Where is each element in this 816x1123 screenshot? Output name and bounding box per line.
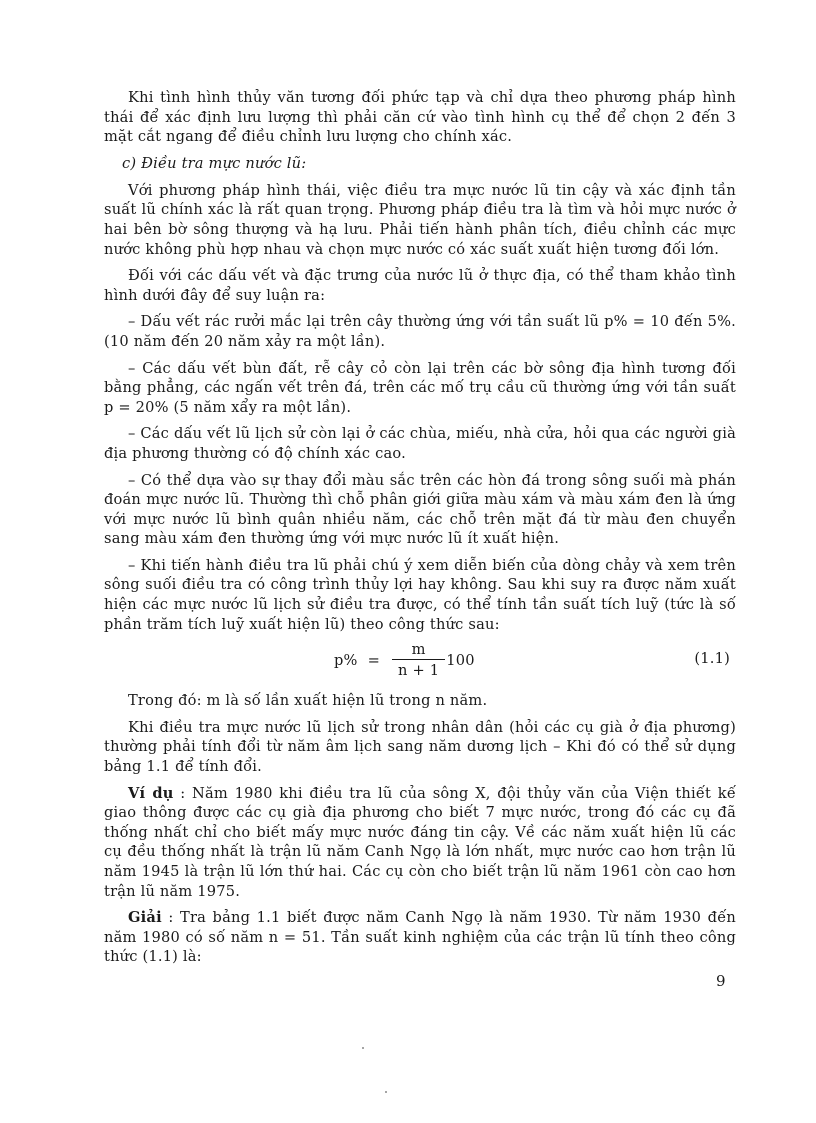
example-paragraph <box>104 784 736 902</box>
bullet-5: – Khi tiến hành điều tra lũ phải chú ý xem diễn biến của dòng chảy và xem trên sông suối điều tra có công trình thủy lợi hay không. Sau khi suy ra được năm xuất hiện các mực nước lũ lịch sử điều tra được, có thể tính tần suất tích luỹ (tức là số phần trăm tích luỹ xuất hiện lũ) theo công thức sau: <box>104 556 736 633</box>
paragraph-4: Khi điều tra mực nước lũ lịch sử trong nhân dân (hỏi các cụ già ở địa phương) thường phải tính đổi từ năm âm lịch sang năm dương lịch – Khi đó có thể sử dụng bảng 1.1 để tính đổi. <box>104 718 736 776</box>
paragraph-3: Đối với các dấu vết và đặc trưng của nước lũ ở thực địa, có thể tham khảo tình hình dưới đây để suy luận ra: <box>104 267 736 304</box>
bullet-3: – Các dấu vết lũ lịch sử còn lại ở các chùa, miếu, nhà cửa, hỏi qua các người già địa phương thường có độ chính xác cao. <box>104 425 736 462</box>
scan-speck <box>362 1047 364 1049</box>
formula-denominator: n + 1 <box>392 659 445 679</box>
body-text <box>104 88 736 974</box>
paragraph-1: Khi tình hình thủy văn tương đối phức tạp và chỉ dựa theo phương pháp hình thái để xác định lưu lượng thì phải căn cứ vào tình hình cụ thể để chọn 2 đến 3 mặt cắt ngang để điều chỉnh lưu lượng cho chính xác. <box>104 89 736 146</box>
bullet-2: – Các dấu vết bùn đất, rễ cây cỏ còn lại trên các bờ sông địa hình tương đối bằng phẳng, các ngấn vết trên đá, trên các mố trụ cầu cũ thường ứng với tần suất p = 20% (5 năm xẩy ra một lần). <box>104 359 736 416</box>
formula-multiplier: 100 <box>446 651 475 669</box>
formula-numerator: m <box>411 641 426 659</box>
trong-do-line: Trong đó: m là số lần xuất hiện lũ trong n năm. <box>128 692 488 710</box>
section-heading-c: c) Điều tra mực nước lũ: <box>122 154 307 172</box>
bullet-1: – Dấu vết rác rưởi mắc lại trên cây thường ứng với tần suất lũ p% = 10 đến 5%. (10 năm đến 20 năm xảy ra một lần). <box>104 313 736 350</box>
solution-text: : Tra bảng 1.1 biết được năm Canh Ngọ là năm 1930. Từ năm 1930 đến năm 1980 có số năm n = 51. Tần suất kinh nghiệm của các trận lũ tính theo công thức (1.1) là: <box>104 909 736 966</box>
solution-paragraph <box>104 908 736 967</box>
formula-lhs: p% <box>334 651 358 669</box>
example-text: : Năm 1980 khi điều tra lũ của sông X, đội thủy văn của Viện thiết kế giao thông được các cụ già địa phương cho biết 7 mực nước, trong đó các cụ đã thống nhất chỉ cho biết mấy mực nước đáng tin cậy. Về các năm xuất hiện lũ các cụ đều thống nhất là trận lũ năm Canh Ngọ là lớn nhất, mực nước cao hơn trận lũ năm 1945 là trận lũ lớn thứ hai. Các cụ còn cho biết trận lũ năm 1961 còn cao hơn trận lũ năm 1975. <box>104 784 736 900</box>
equation-number: (1.1) <box>694 650 730 668</box>
formula-equals: = <box>367 651 381 669</box>
example-label: Ví dụ <box>128 784 174 802</box>
solution-label: Giải <box>128 909 162 927</box>
scan-speck <box>385 1091 387 1093</box>
formula-expression <box>334 641 475 679</box>
bullet-4: – Có thể dựa vào sự thay đổi màu sắc trên các hòn đá trong sông suối mà phán đoán mực nước lũ. Thường thì chỗ phân giới giữa màu xám và màu xám đen là ứng với mực nước lũ bình quân nhiều năm, các chỗ trên mặt đá từ màu đen chuyển sang màu xám đen thường ứng với mực nước lũ ít xuất hiện. <box>104 471 736 548</box>
formula-1-1 <box>104 641 736 681</box>
formula-fraction <box>392 641 445 679</box>
page-number: 9 <box>716 972 726 990</box>
paragraph-2: Với phương pháp hình thái, việc điều tra mực nước lũ tin cậy và xác định tần suất lũ chính xác là rất quan trọng. Phương pháp điều tra là tìm và hỏi mực nước ở hai bên bờ sông thượng và hạ lưu. Phải tiến hành phân tích, điều chỉnh các mực nước không phù hợp nhau và chọn mực nước có xác suất xuất hiện tương đối lớn. <box>104 181 736 258</box>
